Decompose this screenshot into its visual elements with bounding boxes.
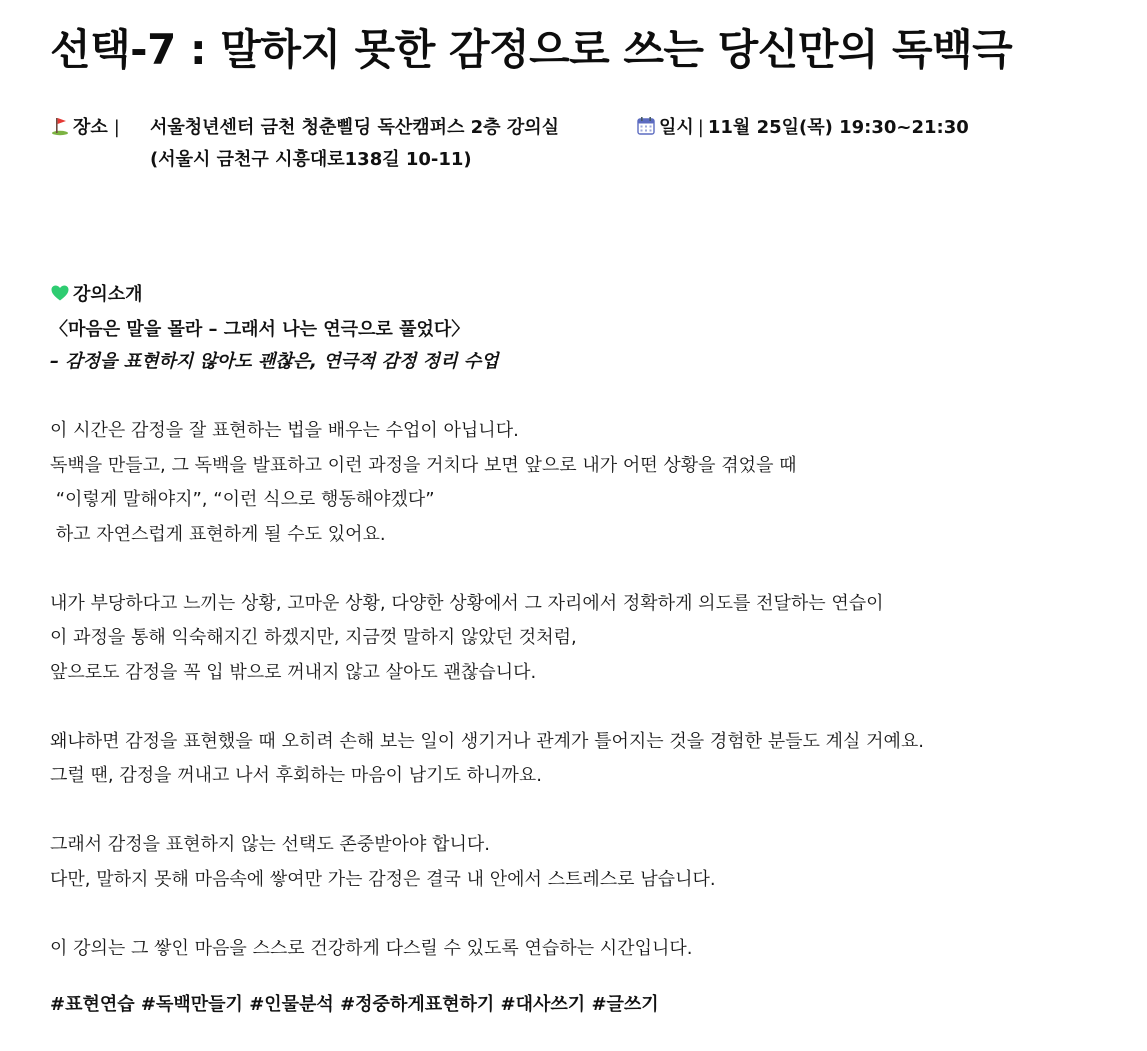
paragraph-line: “이렇게 말해야지”, “이런 식으로 행동해야겠다” <box>50 489 435 510</box>
green-heart-icon <box>50 282 70 314</box>
place-info <box>50 112 560 170</box>
hashtags: #표현연습 #독백만들기 #인물분석 #정중하게표현하기 #대사쓰기 #글쓰기 <box>50 994 659 1015</box>
place-address-line1: 서울청년센터 금천 청춘삘딩 독산캠퍼스 2층 강의실 <box>150 117 560 138</box>
paragraph-line: 내가 부당하다고 느끼는 상황, 고마운 상황, 다양한 상황에서 그 자리에서 정확하게 의도를 전달하는 연습이 <box>50 592 884 614</box>
paragraph <box>50 828 924 897</box>
date-label: 일시 <box>659 117 694 138</box>
date-info <box>636 112 969 147</box>
intro-heading <box>50 279 499 314</box>
page-title: 선택-7 : 말하지 못한 감정으로 쓰는 당신만의 독백극 <box>50 25 1013 74</box>
paragraph-line: 하고 자연스럽게 표현하게 될 수도 있어요. <box>50 523 386 545</box>
lecture-intro <box>50 279 499 378</box>
paragraph-line: 그래서 감정을 표현하지 않는 선택도 존중받아야 합니다. <box>50 834 490 855</box>
paragraph <box>50 725 924 794</box>
date-value: 11월 25일(목) 19:30~21:30 <box>707 117 969 138</box>
paragraph-line: 이 과정을 통해 익숙해지긴 하겠지만, 지금껏 말하지 않았던 것처럼, <box>50 627 577 648</box>
intro-subtitle: 〈마음은 말을 몰라 – 그래서 나는 연극으로 풀었다〉 <box>50 319 470 340</box>
paragraph-line: 이 시간은 감정을 잘 표현하는 법을 배우는 수업이 아닙니다. <box>50 420 519 441</box>
date-separator: | <box>697 117 704 138</box>
intro-subtitle-italic: – 감정을 표현하지 않아도 괜찮은, 연극적 감정 정리 수업 <box>50 351 499 372</box>
place-label: 장소 <box>73 117 108 138</box>
golf-flag-icon <box>50 115 70 147</box>
intro-heading-text: 강의소개 <box>73 284 143 305</box>
paragraph-line: 앞으로도 감정을 꼭 입 밖으로 꺼내지 않고 살아도 괜찮습니다. <box>50 661 537 683</box>
calendar-icon <box>636 115 656 147</box>
paragraph <box>50 414 924 552</box>
paragraph-line: 다만, 말하지 못해 마음속에 쌓여만 가는 감정은 결국 내 안에서 스트레스로 남습니다. <box>50 868 716 890</box>
paragraph <box>50 587 924 691</box>
place-address <box>150 112 559 176</box>
paragraph-line: 이 강의는 그 쌓인 마음을 스스로 건강하게 다스릴 수 있도록 연습하는 시간입니다. <box>50 937 693 959</box>
place-separator: | <box>113 117 120 138</box>
paragraph <box>50 932 924 967</box>
place-address-line2: (서울시 금천구 시흥대로138길 10-11) <box>150 149 472 170</box>
paragraph-line: 왜냐하면 감정을 표현했을 때 오히려 손해 보는 일이 생기거나 관계가 틀어지는 것을 경험한 분들도 계실 거예요. <box>50 730 925 752</box>
paragraph-line: 독백을 만들고, 그 독백을 발표하고 이런 과정을 거치다 보면 앞으로 내가 어떤 상황을 겪었을 때 <box>50 454 797 476</box>
body-text <box>50 414 924 1001</box>
paragraph-line: 그럴 땐, 감정을 꺼내고 나서 후회하는 마음이 남기도 하니까요. <box>50 765 542 786</box>
